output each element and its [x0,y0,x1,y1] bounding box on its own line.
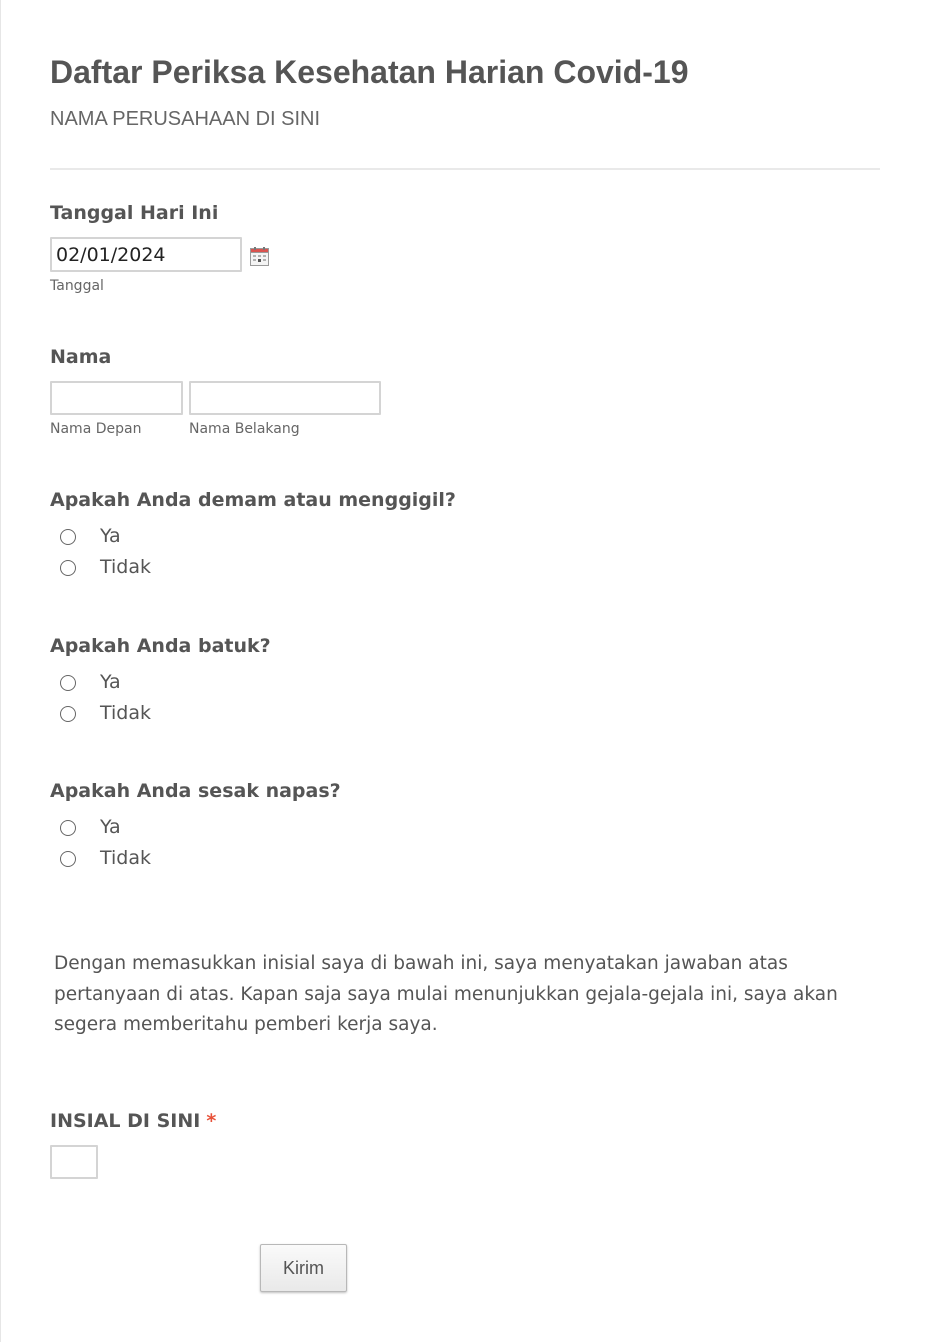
form-subtitle: NAMA PERUSAHAAN DI SINI [50,108,321,130]
form-title: Daftar Periksa Kesehatan Harian Covid-19 [50,54,689,90]
question-breath-label: Apakah Anda sesak napas? [50,780,341,802]
radio-circle[interactable] [60,820,76,836]
radio-option-ya[interactable] [60,524,180,552]
radio-option-tidak[interactable] [60,555,180,583]
question-cough-label: Apakah Anda batuk? [50,635,271,657]
question-fever-label: Apakah Anda demam atau menggigil? [50,489,456,511]
radio-option-tidak[interactable] [60,701,180,729]
first-name-sublabel: Nama Depan [50,421,142,437]
date-sublabel: Tanggal [50,278,104,294]
radio-label: Tidak [100,847,152,869]
header-divider [50,168,880,170]
radio-option-ya[interactable] [60,815,180,843]
first-name-input[interactable] [50,381,183,415]
last-name-input[interactable] [189,381,381,415]
calendar-icon[interactable] [250,247,269,266]
initials-label [50,1110,216,1132]
question-fever-options [60,524,180,583]
radio-circle[interactable] [60,675,76,691]
declaration-text: Dengan memasukkan inisial saya di bawah ini, saya menyatakan jawaban atas pertanyaan di atas. Kapan saja saya mulai menunjukkan gejala-gejala ini, saya akan segera memberitahu pemberi kerja saya. [54,953,838,1035]
radio-circle[interactable] [60,560,76,576]
radio-circle[interactable] [60,529,76,545]
submit-button[interactable]: Kirim [260,1244,347,1292]
radio-label: Tidak [100,702,152,724]
radio-label: Ya [100,525,121,547]
radio-circle[interactable] [60,851,76,867]
radio-circle[interactable] [60,706,76,722]
radio-option-ya[interactable] [60,670,180,698]
required-star: * [206,1110,217,1132]
question-cough-options [60,670,180,729]
page-edge [0,0,1,1342]
radio-label: Ya [100,816,121,838]
radio-label: Ya [100,671,121,693]
initials-label-text: INSIAL DI SINI [50,1110,201,1132]
name-label: Nama [50,346,112,368]
radio-label: Tidak [100,556,152,578]
date-input[interactable] [50,237,242,272]
date-label: Tanggal Hari Ini [50,202,219,224]
question-breath-options [60,815,180,874]
last-name-sublabel: Nama Belakang [189,421,300,437]
initials-input[interactable] [50,1145,98,1179]
radio-option-tidak[interactable] [60,846,180,874]
